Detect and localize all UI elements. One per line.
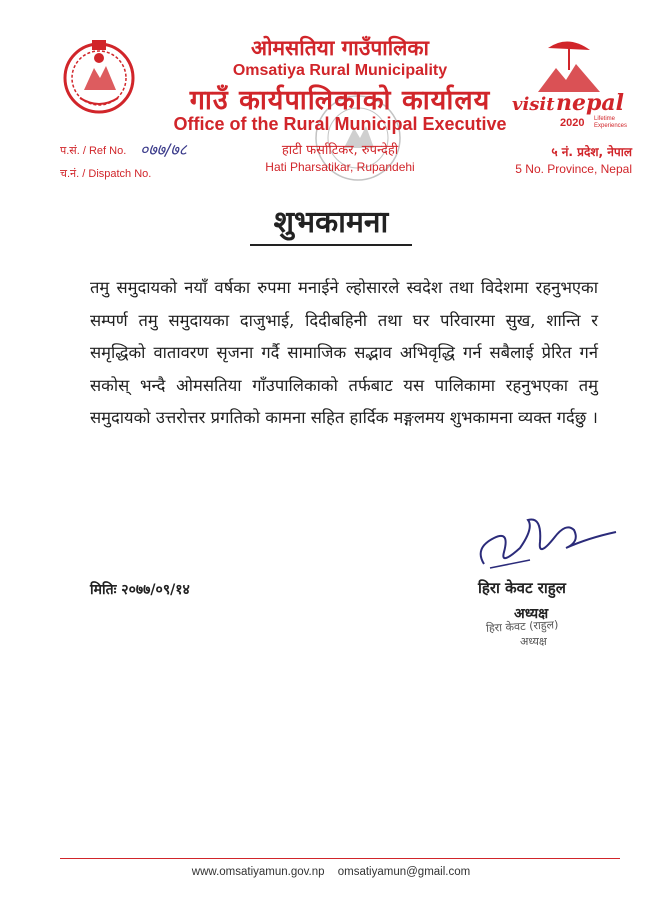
- stamp-signer-designation: अध्यक्ष: [520, 635, 547, 648]
- footer: [0, 866, 662, 878]
- logo-visit-text: visit: [512, 94, 555, 115]
- ref-value: ०७७/७८: [140, 140, 187, 159]
- logo-nepal-text: nepal: [556, 90, 624, 116]
- visit-nepal-logo: [508, 34, 634, 134]
- document-heading: शुभकामना: [273, 205, 389, 240]
- municipality-name-en: Omsatiya Rural Municipality: [232, 62, 448, 79]
- office-name-np: गाउँ कार्यपालिकाको कार्यालय: [189, 85, 491, 116]
- location-np: हाटी फर्साटिकर, रुपन्देही: [281, 143, 399, 158]
- document-body: तमु समुदायको नयाँ वर्षका रुपमा मनाईने ल्होसारले स्वदेश तथा विदेशमा रहनुभएका सम्पर्ण तमु समुदायका दाजुभाई, दिदीबहिनी तथा घर परिवारमा सुख, शान्ति र समृद्धिको वातावरण सृजना गर्दै सामाजिक सद्भाव अभिवृद्धि गर्न सबैलाई प्रेरित गर्न सकोस् भन्दै ओमसतिया गाँउपालिकाको तर्फबाट यस पालिकामा रहनुभएका तमु समुदायको उत्तरोत्तर प्रगतिको कामना सहित हार्दिक मङ्गलमय शुभकामना व्यक्त गर्दछु ।: [90, 278, 598, 427]
- logo-tagline-2: Experiences: [594, 123, 628, 129]
- document-date: मितिः २०७७/०९/१४: [90, 582, 190, 598]
- signature-icon: [470, 508, 620, 574]
- heading-underline: [250, 244, 412, 246]
- location-en: Hati Pharsatikar, Rupandehi: [265, 160, 415, 174]
- signer-designation: अध्यक्ष: [514, 606, 549, 622]
- office-name-en: Office of the Rural Municipal Executive: [173, 114, 507, 134]
- stamp-signer-name: हिरा केवट (राहुल): [485, 618, 559, 635]
- footer-email: omsatiyamun@gmail.com: [337, 866, 471, 878]
- nepal-emblem-icon: [62, 38, 136, 116]
- footer-divider: [60, 858, 620, 859]
- logo-tagline-1: Lifetime: [594, 116, 616, 122]
- municipality-name-np: ओमसतिया गाउँपालिका: [251, 36, 429, 60]
- dispatch-label: च.नं. / Dispatch No.: [60, 168, 152, 180]
- logo-year-text: 2020: [560, 117, 585, 129]
- signer-name: हिरा केवट राहुल: [478, 579, 566, 597]
- ref-label: प.सं. / Ref No.: [60, 145, 127, 157]
- province-en: 5 No. Province, Nepal: [515, 162, 632, 176]
- province-np: ५ नं. प्रदेश, नेपाल: [551, 145, 632, 159]
- footer-website: www.omsatiyamun.gov.np: [191, 866, 325, 878]
